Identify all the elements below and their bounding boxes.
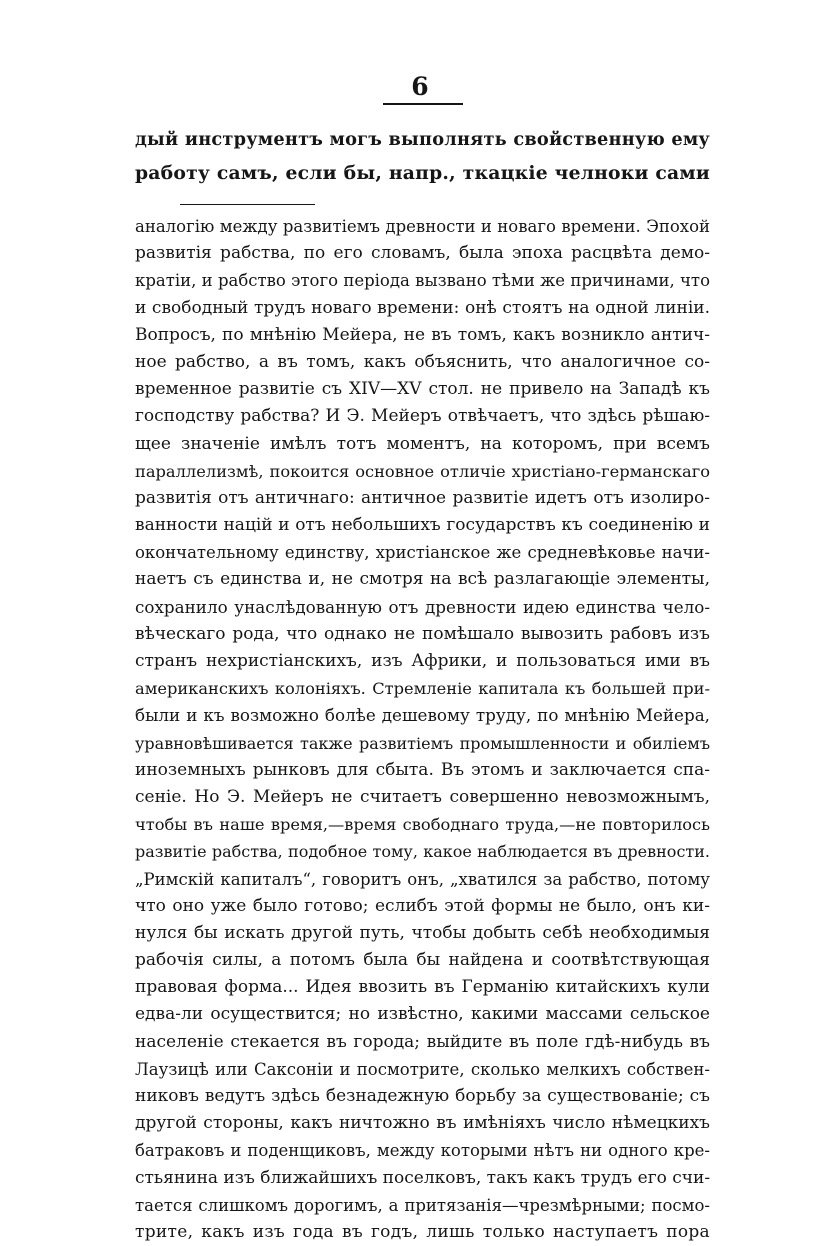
footnote-line: едва-ли осуществится; но извѣстно, какими массами сельское [135,1004,710,1025]
footnote-line: сохранило унаслѣдованную отъ древности идею единства чело- [135,596,710,617]
footnote-line: кратіи, и рабство этого періода вызвано тѣми же причинами, что [135,271,710,291]
footnote-line: ное рабство, а въ томъ, какъ объяснить, что аналогичное со- [135,351,710,372]
footnote-line: странъ нехристіанскихъ, изъ Африки, и пользоваться ими въ [135,651,710,671]
footnote-line: ванности націй и отъ небольшихъ государствъ къ соединенію и [135,515,710,536]
footnote-line: американскихъ колоніяхъ. Стремленіе капитала къ большей при- [135,679,710,699]
footnote-line: уравновѣшивается также развитіемъ промышленности и обиліемъ [135,733,710,753]
footnote-line: были и къ возможно болѣе дешевому труду, по мнѣнію Мейера, [135,705,710,726]
footnote-line: вѣческаго рода, что однако не помѣшало вывозить рабовъ изъ [135,623,710,644]
footnote-line: „Римскій капиталъ“, говоритъ онъ, „хватился за рабство, потому [135,869,710,889]
footnote-separator [180,204,315,205]
footnote-line: окончательному единству, христіанское же средневѣковье начи- [135,543,710,563]
footnote-line: иноземныхъ рынковъ для сбыта. Въ этомъ и заключается спа- [135,759,710,780]
main-text-line-1: дый инструментъ могъ выполнять свойственную ему [135,129,710,150]
footnote-line: населеніе стекается въ города; выйдите въ поле гдѣ-нибудь въ [135,1031,710,1052]
main-text-line-2: работу самъ, если бы, напр., ткацкіе челноки сами [135,162,710,184]
footnote-line: никовъ ведутъ здѣсь безнадежную борьбу за существованіе; съ [135,1086,710,1106]
footnote-line: щее значеніе имѣлъ тотъ моментъ, на которомъ, при всемъ [135,433,710,454]
footnote-line: батраковъ и поденщиковъ, между которыми нѣтъ ни одного кре- [135,1141,710,1161]
page-number: 6 [411,72,429,101]
footnote-line: Вопросъ, по мнѣнію Мейера, не въ томъ, какъ возникло антич- [135,324,710,345]
footnote-line: сеніе. Но Э. Мейеръ не считаетъ совершенно невозможнымъ, [135,786,710,807]
footnote-line: развитіе рабства, подобное тому, какое наблюдается въ древности. [135,842,710,862]
footnote-line: временное развитіе съ XIV—XV стол. не привело на Западѣ къ [135,379,710,400]
footnote-line: стьянина изъ ближайшихъ поселковъ, такъ какъ трудъ его счи- [135,1167,710,1188]
footnote-line: тается слишкомъ дорогимъ, а притязанія—чрезмѣрными; посмо- [135,1195,710,1215]
footnote-line: правовая форма... Идея ввозить въ Германію китайскихъ кули [135,977,710,998]
footnote-line: развитія рабства, по его словамъ, была эпоха расцвѣта демо- [135,243,710,264]
footnote-line: нулся бы искать другой путь, чтобы добыть себѣ необходимыя [135,922,710,943]
page-number-underline [383,103,463,105]
footnote-line: что оно уже было готово; еслибъ этой формы не было, онъ ки- [135,895,710,916]
footnote-line: другой стороны, какъ ничтожно въ имѣніяхъ число нѣмецкихъ [135,1113,710,1134]
footnote-line: Лаузицѣ или Саксоніи и посмотрите, сколько мелкихъ собствен- [135,1059,710,1079]
footnote-line: наетъ съ единства и, не смотря на всѣ разлагающіе элементы, [135,569,710,590]
footnote-text [135,213,710,1246]
footnote-line: параллелизмѣ, покоится основное отличіе христіано-германскаго [135,461,710,481]
footnote-line: рабочія силы, а потомъ была бы найдена и соотвѣтствующая [135,950,710,971]
footnote-line: и свободный трудъ новаго времени: онѣ стоятъ на одной линіи. [135,297,710,318]
footnote-line: развитія отъ античнаго: античное развитіе идетъ отъ изолиро- [135,487,710,508]
footnote-line: трите, какъ изъ года въ годъ, лишь только наступаетъ пора [135,1221,710,1242]
footnote-line: аналогію между развитіемъ древности и новаго времени. Эпохой [135,217,710,236]
footnote-line: чтобы въ наше время,—время свободнаго труда,—не повторилось [135,815,710,835]
footnote-line: господству рабства? И Э. Мейеръ отвѣчаетъ, что здѣсь рѣшаю- [135,406,710,427]
